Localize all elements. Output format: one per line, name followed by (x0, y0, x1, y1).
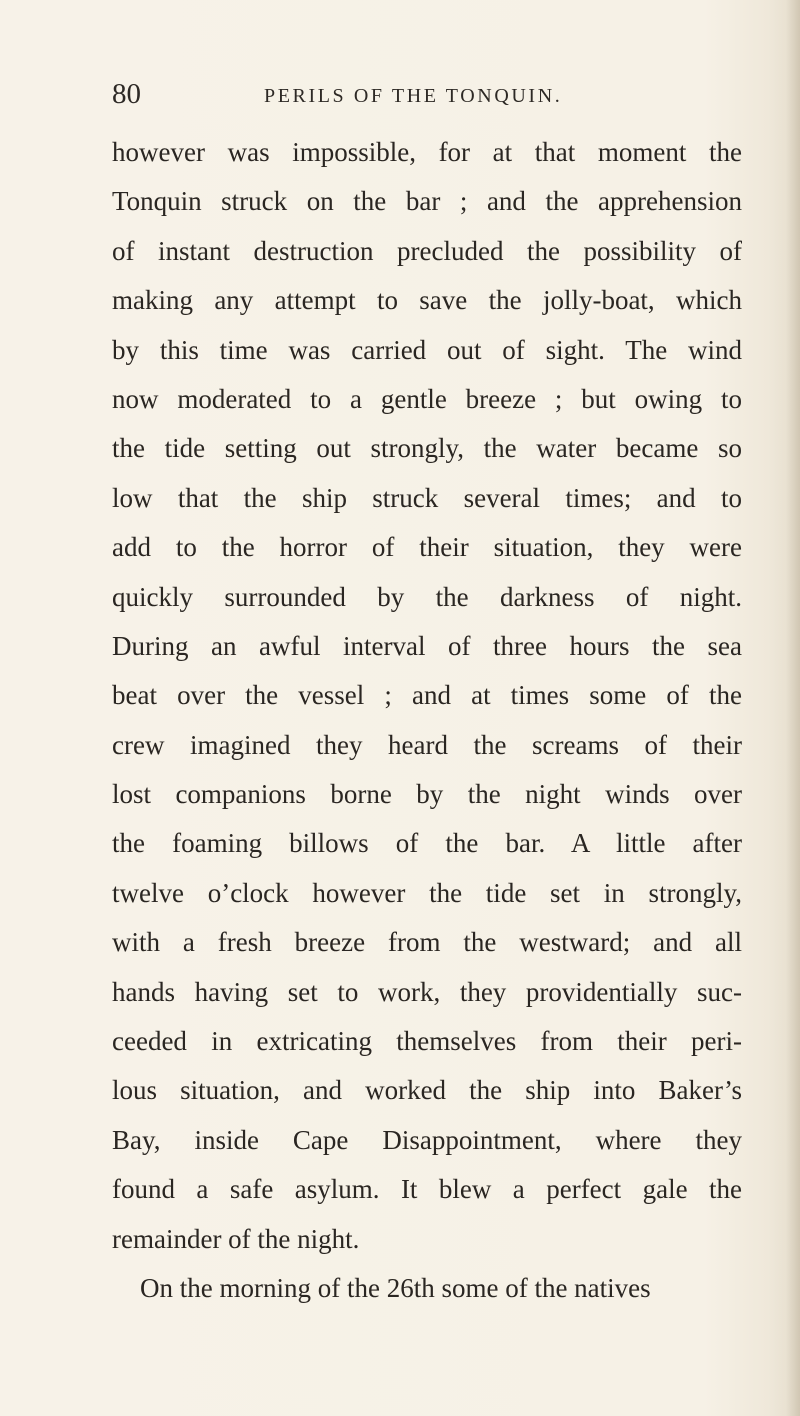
text-line-paragraph-end: remainder of the night. (112, 1223, 360, 1254)
text-line: found a safe asylum. It blew a perfect gale the (112, 1174, 742, 1205)
text-line: ceeded in extricating themselves from their peri- (112, 1026, 742, 1057)
running-title: PERILS OF THE TONQUIN. (264, 85, 563, 107)
text-line: Bay, inside Cape Disappointment, where they (112, 1124, 742, 1155)
text-line: of instant destruction precluded the possibility of (112, 235, 742, 266)
body-text (112, 128, 742, 1313)
text-line: Tonquin struck on the bar ; and the apprehension (112, 186, 742, 217)
text-line: beat over the vessel ; and at times some of the (112, 680, 742, 711)
text-line: quickly surrounded by the darkness of night. (112, 581, 742, 612)
text-line: making any attempt to save the jolly-boat, which (112, 285, 742, 316)
text-line: crew imagined they heard the screams of their (112, 729, 742, 760)
text-line: low that the ship struck several times; and to (112, 482, 742, 513)
text-line: however was impossible, for at that moment the (112, 137, 742, 167)
text-line: with a fresh breeze from the westward; and all (112, 927, 742, 958)
text-line: twelve o’clock however the tide set in strongly, (112, 877, 742, 908)
text-line: lost companions borne by the night winds over (112, 779, 742, 810)
text-line: the tide setting out strongly, the water became so (112, 433, 742, 464)
text-line: add to the horror of their situation, they were (112, 532, 742, 563)
page-edge-shadow (786, 0, 800, 1416)
page-number: 80 (112, 78, 141, 110)
text-line-paragraph-start: On the morning of the 26th some of the natives (140, 1272, 651, 1303)
text-line: the foaming billows of the bar. A little after (112, 828, 742, 859)
text-line: During an awful interval of three hours the sea (112, 630, 742, 661)
text-line: hands having set to work, they providentially suc- (112, 976, 742, 1007)
text-line: now moderated to a gentle breeze ; but owing to (112, 383, 742, 414)
page-header (112, 74, 712, 114)
text-line: by this time was carried out of sight. The wind (112, 334, 742, 365)
text-line: lous situation, and worked the ship into Baker’s (112, 1075, 742, 1106)
